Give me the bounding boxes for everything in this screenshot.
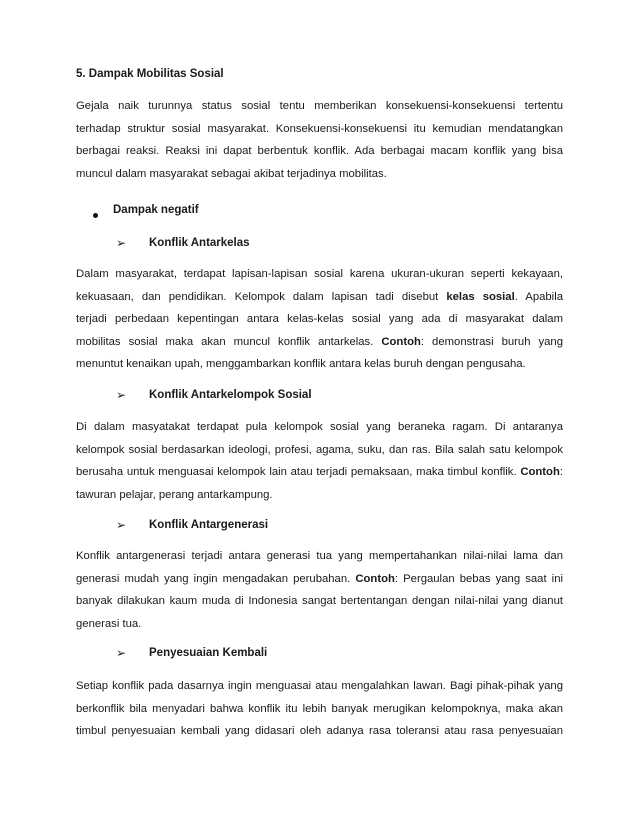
paragraph-line: tawuran pelajar, perang antarkampung.	[76, 488, 273, 501]
arrow-bullet-icon: ➢	[116, 646, 127, 660]
section-paragraph	[76, 263, 563, 376]
section-paragraph	[76, 675, 563, 743]
bold-term: Contoh	[355, 572, 395, 585]
bold-term: Contoh	[520, 466, 560, 479]
subsection-title: Konflik Antarkelas	[149, 237, 250, 249]
section-paragraph	[76, 416, 563, 506]
paragraph-line: generasi mudah yang ingin mengadakan perubahan. Contoh: Pergaulan bebas yang saat ini	[76, 572, 563, 585]
paragraph-line: generasi tua.	[76, 617, 142, 630]
bullet-label: Dampak negatif	[113, 204, 199, 216]
paragraph-line: Setiap konflik pada dasarnya ingin menguasai atau mengalahkan lawan. Bagi pihak-pihak yang	[76, 680, 563, 692]
paragraph-line: berbagai reaksi. Reaksi ini dapat berbentuk konflik. Ada berbagai macam konflik yang bisa	[76, 145, 563, 158]
paragraph-line: Konflik antargenerasi terjadi antara generasi tua yang mempertahankan nilai-nilai lama dan	[76, 550, 563, 562]
paragraph-line: kekuasaan, dan pendidikan. Kelompok dalam lapisan tadi disebut kelas sosial. Apabila	[76, 290, 563, 303]
paragraph-line: kelompok sosial berdasarkan ideologi, profesi, agama, suku, dan ras. Bila salah satu kelompok	[76, 443, 563, 456]
paragraph-line: Dalam masyarakat, terdapat lapisan-lapisan sosial karena ukuran-ukuran seperti kekayaan,	[76, 268, 563, 280]
paragraph-line: berkonflik bila menyadari bahwa konflik itu lebih banyak merugikan kelompoknya, maka akan	[76, 702, 563, 715]
bullet-dot-icon	[93, 213, 98, 218]
paragraph-line: menuntut kenaikan upah, menggambarkan konflik antara kelas buruh dengan pengusaha.	[76, 358, 526, 371]
paragraph-line: berusaha untuk menguasai kelompok lain atau terjadi pemaksaan, maka timbul konflik. Contoh:	[76, 466, 563, 479]
arrow-bullet-icon: ➢	[116, 236, 127, 250]
arrow-bullet-icon: ➢	[116, 518, 127, 532]
paragraph-line: Di dalam masyatakat terdapat pula kelompok sosial yang beraneka ragam. Di antaranya	[76, 421, 563, 433]
intro-paragraph	[76, 95, 563, 185]
paragraph-line: terjadi perbedaan kepentingan antara kelas-kelas sosial yang ada di masyarakat dalam	[76, 313, 563, 326]
section-paragraph	[76, 545, 563, 635]
section-heading: 5. Dampak Mobilitas Sosial	[76, 68, 224, 80]
paragraph-line: Gejala naik turunnya status sosial tentu memberikan konsekuensi-konsekuensi tertentu	[76, 100, 563, 112]
subsection-title: Penyesuaian Kembali	[149, 647, 268, 659]
bold-term: kelas sosial	[446, 290, 515, 303]
subsection-title: Konflik Antarkelompok Sosial	[149, 389, 312, 401]
subsection-title: Konflik Antargenerasi	[149, 519, 269, 531]
paragraph-line: banyak dilakukan kaum muda di Indonesia sangat bertentangan dengan nilai-nilai yang dianut	[76, 595, 563, 608]
paragraph-line: muncul dalam masyarakat sebagai akibat terjadinya mobilitas.	[76, 167, 387, 180]
paragraph-line: terhadap struktur sosial masyarakat. Konsekuensi-konsekuensi itu kemudian mendatangkan	[76, 122, 563, 135]
bold-term: Contoh	[381, 335, 421, 348]
paragraph-line: timbul penyesuaian kembali yang didasari oleh adanya rasa toleransi atau rasa penyesuaian	[76, 725, 563, 738]
arrow-bullet-icon: ➢	[116, 388, 127, 402]
paragraph-line: mobilitas sosial maka akan muncul konflik antarkelas. Contoh: demonstrasi buruh yang	[76, 335, 564, 348]
